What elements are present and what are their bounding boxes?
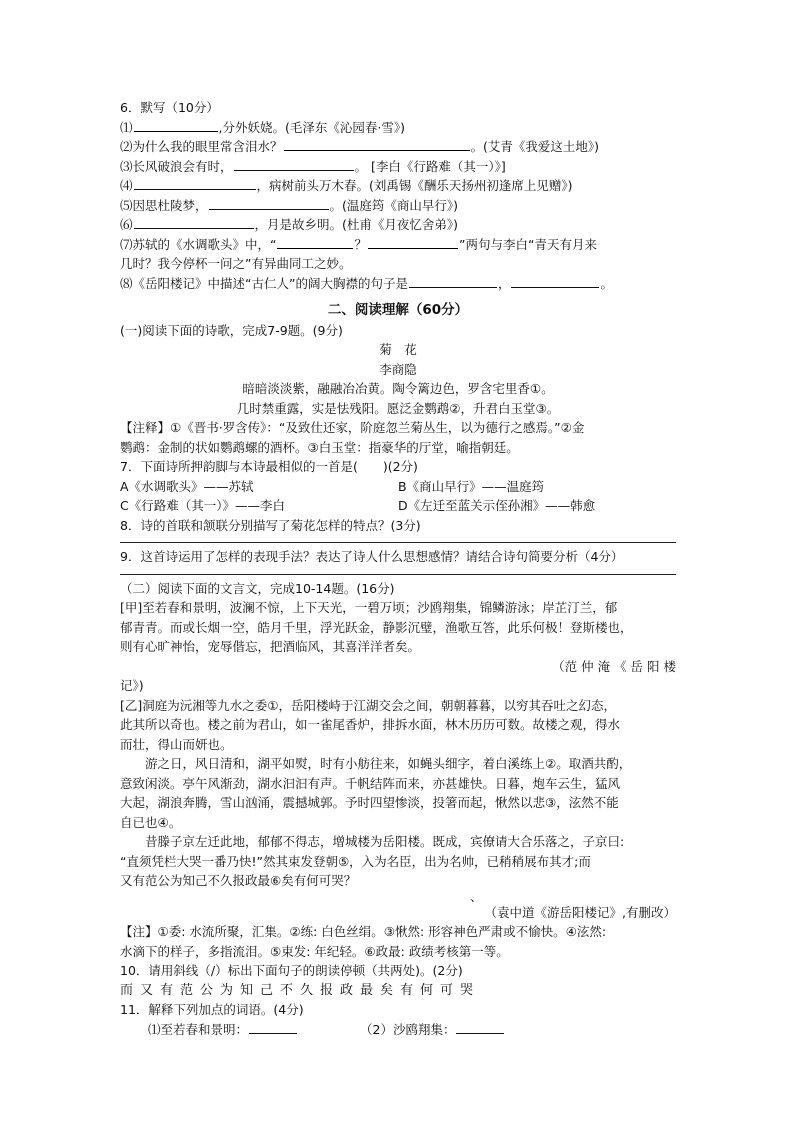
- q6-line-8-pre: ⑻《岳阳楼记》中描述“古仁人”的阔大胸襟的句子是: [120, 275, 408, 291]
- answer-blank[interactable]: [209, 197, 329, 210]
- q6-line-7a-post: ”两句与李白“青天有月来: [459, 236, 597, 252]
- answer-blank[interactable]: [511, 275, 599, 288]
- q11-item-2-label: （2）沙鸥翔集：: [360, 1021, 456, 1037]
- question-7: 7．下面诗所押韵脚与本诗最相似的一首是( )(2分): [120, 459, 418, 474]
- answer-blank[interactable]: [284, 138, 470, 151]
- q6-line-5: [120, 196, 676, 216]
- q11-items: [120, 1020, 676, 1040]
- yi-p2-line-1: 游之日，风日清和，湖平如熨，时有小舫往来，如蝇头细字，着白溪练上②。取酒共酌，: [145, 756, 632, 771]
- yi-p1-line-3: 而壮，得山而妍也。: [120, 736, 233, 752]
- poem-line-1: 暗暗淡淡紫，融融冶冶黄。陶令篱边色，罗含宅里香①。: [242, 381, 554, 396]
- q6-line-4: [120, 176, 676, 196]
- answer-blank[interactable]: [277, 236, 353, 249]
- yi-dot-mark: 、: [470, 890, 483, 903]
- q6-line-8-mid: ，: [497, 275, 511, 291]
- q6-line-7a: [120, 235, 676, 255]
- poem-note-1: 【注释】①《晋书·罗含传》：“及致仕还家，阶庭忽兰菊丛生，以为德行之感焉。”②金: [120, 420, 585, 435]
- yi-p1-line-1: [乙]洞庭为沅湘等九水之委①，岳阳楼峙于江湖交会之间，朝朝暮暮，以穷其吞吐之幻态，: [120, 697, 616, 713]
- q6-line-2-post: 。(艾青《我爱这土地》): [470, 139, 600, 154]
- poem-line-2: 几时禁重露，实是怯残阳。愿泛金鹦鹉②，升君白玉堂③。: [236, 400, 560, 416]
- q6-line-8-post: 。: [600, 275, 613, 291]
- option-b[interactable]: B《商山早行》——温庭筠: [398, 478, 545, 494]
- option-d[interactable]: D《左迁至蓝关示侄孙湘》——韩愈: [398, 498, 596, 513]
- q6-line-5-pre: ⑸因思杜陵梦，: [120, 197, 208, 213]
- notes-line-2: 水滴下的样子，多指流泪。⑤束发: 年纪轻。⑥政最: 政绩考核第一等。: [120, 943, 509, 959]
- q6-line-4-pre: ⑷: [120, 178, 133, 193]
- q6-title: 6．默写（10分）: [120, 100, 219, 115]
- q6-line-1: [120, 118, 676, 138]
- q6-line-1-post: ,分外妖娆。(毛泽东《沁园春·雪》): [218, 119, 405, 135]
- q6-line-6: [120, 215, 676, 235]
- yi-p2-line-3: 大起，湖浪奔腾，雪山汹涌，震撼城郭。予时四望惨淡，投箸而起，愀然以悲③，泫然不能: [120, 795, 619, 810]
- yi-p3-line-2: “直须凭栏大哭一番乃快!”然其束发登朝⑤，入为名臣，出为名帅，已稍稍展布其才;而: [120, 853, 591, 869]
- part1-intro: (一)阅读下面的诗歌，完成7-9题。(9分): [120, 322, 343, 338]
- jia-source-1: （范 仲 淹 《 岳 阳 楼: [552, 658, 676, 674]
- section-heading: 二、阅读理解（60分）: [327, 302, 469, 318]
- exam-page: [120, 98, 676, 1039]
- answer-line[interactable]: [120, 541, 676, 543]
- answer-line[interactable]: [120, 573, 676, 575]
- option-a[interactable]: A《水调歌头》——苏轼: [120, 478, 254, 494]
- yi-source: （袁中道《游岳阳楼记》,有删改）: [484, 904, 676, 920]
- poem-note-2: 鹦鹉：金制的状如鹦鹉螺的酒杯。③白玉堂：指豪华的厅堂，喻指朝廷。: [120, 439, 519, 455]
- answer-blank[interactable]: [234, 158, 354, 171]
- q6-line-7a-pre: ⑺苏轼的《水调歌头》中，“: [120, 236, 277, 252]
- q6-line-8: [120, 274, 676, 294]
- q6-line-3: [120, 157, 676, 177]
- question-10: 10．请用斜线（/）标出下面句子的朗读停顿（共两处)。(2分): [120, 963, 463, 978]
- part2-intro: （二）阅读下面的文言文，完成10-14题。(16分): [120, 580, 395, 596]
- answer-blank[interactable]: [134, 177, 256, 190]
- q7-options-row-2: [120, 496, 676, 516]
- jia-line-1: [甲]至若春和景明，波澜不惊，上下天光，一碧万顷；沙鸥翔集，锦鳞游泳；岸芷汀兰，郁: [120, 600, 618, 615]
- answer-blank[interactable]: [249, 1021, 297, 1034]
- poem-title: 菊 花: [379, 342, 417, 357]
- answer-blank[interactable]: [409, 275, 497, 288]
- jia-line-3: 则有心旷神怡，宠辱偕忘，把酒临风，其喜洋洋者矣。: [120, 639, 421, 654]
- q6-line-1-pre: ⑴: [120, 119, 133, 135]
- question-8: 8．诗的首联和颔联分别描写了菊花怎样的特点？(3分): [120, 517, 421, 533]
- q10-sentence[interactable]: 而又有范公为知己不久报政最矣有何可哭: [120, 982, 481, 998]
- yi-p2-line-2: 意致闲淡。亭午风渐劲，湖水汩汩有声。千帆结阵而来，亦甚雄快。日暮，炮车云生，猛风: [120, 775, 621, 791]
- answer-blank[interactable]: [134, 119, 218, 132]
- q6-line-4-post: ，病树前头万木春。(刘禹锡《酬乐天扬州初逢席上见赠》): [256, 178, 573, 193]
- q6-line-6-post: ，月是故乡明。(杜甫《月夜忆舍弟》): [254, 217, 459, 232]
- q6-line-3-pre: ⑶长风破浪会有时，: [120, 158, 233, 174]
- jia-line-2: 郁青青。而或长烟一空，皓月千里，浮光跃金，静影沉璧，渔歌互答，此乐何极！登斯楼也，: [120, 619, 633, 635]
- q6-line-2: [120, 137, 676, 157]
- yi-p3-line-3: 又有范公为知己不久报政最⑥矣有何可哭？: [120, 873, 357, 888]
- question-11: 11．解释下列加点的词语。(4分): [120, 1002, 304, 1017]
- q11-item-1-label: ⑴至若春和景明：: [148, 1021, 249, 1037]
- poem-author: 李商隐: [379, 361, 417, 377]
- q6-line-5-post: 。(温庭筠《商山早行》): [329, 197, 459, 213]
- q6-line-7a-mid: ？: [354, 236, 367, 252]
- q6-line-7b: 几时？我今停杯一问之”有异曲同工之妙。: [120, 256, 352, 271]
- yi-p3-line-1: 昔滕子京左迁此地，郁郁不得志，增城楼为岳阳楼。既成，宾僚请大合乐落之，子京曰:: [145, 834, 625, 849]
- answer-blank[interactable]: [368, 236, 458, 249]
- question-9: 9．这首诗运用了怎样的表现手法？表达了诗人什么思想感情？请结合诗句简要分析（4分）: [120, 549, 624, 564]
- notes-line-1: 【注】①委: 水流所聚，汇集。②练: 白色丝绢。③愀然: 形容神色严肃或不愉快。④泫然:: [120, 924, 607, 939]
- q6-line-2-pre: ⑵为什么我的眼里常含泪水？: [120, 139, 283, 154]
- answer-blank[interactable]: [456, 1021, 504, 1034]
- yi-p1-line-2: 此其所以奇也。楼之前为君山，如一雀尾香炉，排拆水面，林木历历可数。故楼之观，得水: [120, 717, 621, 732]
- jia-source-2: 记》): [120, 678, 144, 693]
- q7-options-row-1: [120, 477, 676, 497]
- option-c[interactable]: C《行路难（其一）》——李白: [120, 498, 285, 513]
- answer-blank[interactable]: [134, 216, 254, 229]
- q6-line-3-post: 。 [李白《行路难（其一）》]: [354, 158, 506, 174]
- yi-p2-line-4: 自已也④。: [120, 814, 182, 830]
- q6-line-6-pre: ⑹: [120, 217, 133, 232]
